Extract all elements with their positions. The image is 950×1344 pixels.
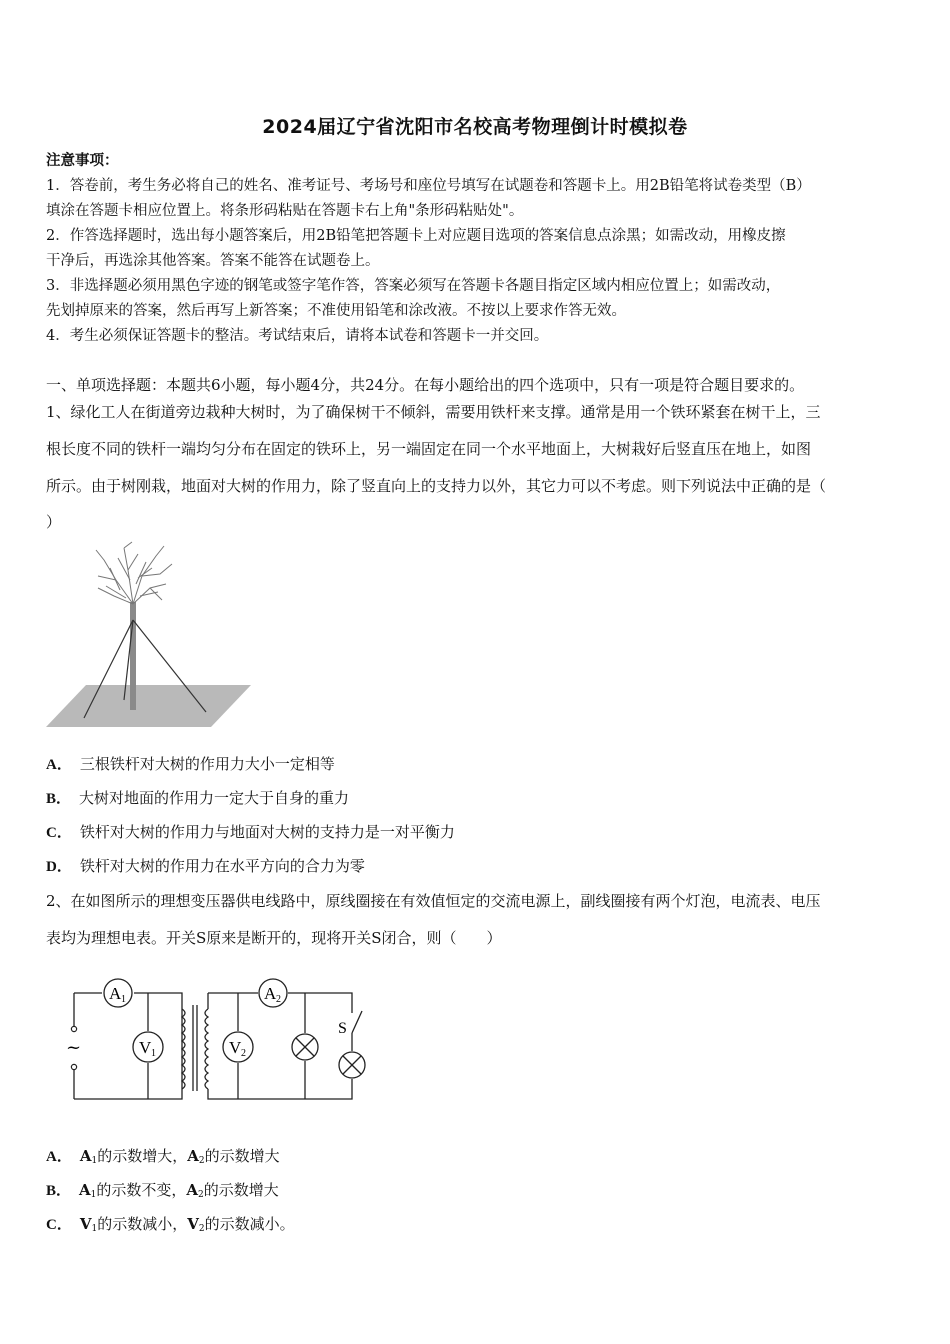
q2-option-b[interactable] (46, 1181, 279, 1204)
meter-sub: 2 (198, 1190, 204, 1200)
switch-blade (352, 1011, 362, 1033)
q2-option-a[interactable] (46, 1147, 280, 1170)
tree-branches (96, 542, 172, 604)
section-heading: 一、单项选择题：本题共6小题，每小题4分，共24分。在每小题给出的四个选项中，只有一项是符合题目要求的。 (46, 376, 805, 394)
option-label: A． (46, 1149, 72, 1165)
q2-option-c[interactable] (46, 1215, 295, 1238)
option-label: A． (46, 757, 72, 773)
q1-option-d[interactable] (46, 857, 365, 876)
notice-line: 填涂在答题卡相应位置上。将条形码粘贴在答题卡右上角"条形码粘贴处"。 (46, 203, 524, 219)
svg-text:A: A (109, 984, 122, 1003)
option-text: 三根铁杆对大树的作用力大小一定相等 (79, 755, 335, 773)
question-2-line: 表均为理想电表。开关S原来是断开的，现将开关S闭合，则（ ） (46, 929, 502, 947)
meter-sub: 2 (198, 1224, 205, 1234)
question-1-line: 1、绿化工人在街道旁边栽种大树时，为了确保树干不倾斜，需要用铁杆来支撑。通常是用一个铁环紧套在树干上，三 (46, 403, 821, 421)
notice-heading: 注意事项： (46, 152, 119, 169)
meter-sub: 1 (90, 1190, 97, 1200)
option-label: C． (46, 1217, 72, 1233)
svg-text:V: V (229, 1038, 242, 1057)
q1-option-a[interactable] (46, 755, 335, 774)
option-text: 的示数增大 (204, 1147, 280, 1165)
meter-name: V (79, 1215, 92, 1233)
option-text: 的示数不变， (96, 1181, 187, 1199)
question-1-line: 所示。由于树刚栽，地面对大树的作用力，除了竖直向上的支持力以外，其它力可以不考虑。则下列说法中正确的是（ (46, 477, 827, 495)
page-title: 2024届辽宁省沈阳市名校高考物理倒计时模拟卷 (262, 116, 688, 138)
meter-name: A (186, 1181, 199, 1199)
notice-line: 干净后，再选涂其他答案。答案不能答在试题卷上。 (46, 253, 380, 269)
option-label: B． (46, 791, 72, 807)
notice-line: 3．非选择题必须用黑色字迹的钢笔或签字笔作答，答案必须写在答题卡各题目指定区域内相应位置上；如需改动， (46, 278, 781, 294)
terminal-bottom (71, 1064, 76, 1069)
option-text: 铁杆对大树的作用力在水平方向的合力为零 (79, 857, 365, 875)
tree-trunk (130, 602, 136, 710)
question-2-line: 2、在如图所示的理想变压器供电线路中，原线圈接在有效值恒定的交流电源上，副线圈接有两个灯泡，电流表、电压 (46, 892, 821, 910)
voltmeter-v1 (133, 1032, 163, 1062)
tree-support-figure (46, 540, 256, 730)
option-label: B． (46, 1183, 72, 1199)
meter-sub: 1 (91, 1224, 98, 1234)
option-text: 的示数减小。 (204, 1215, 295, 1233)
svg-text:1: 1 (121, 994, 126, 1005)
notice-line: 1．答卷前，考生务必将自己的姓名、准考证号、考场号和座位号填写在试题卷和答题卡上。用2B铅笔将试卷类型（B） (46, 178, 811, 194)
option-text: 的示数减小， (97, 1215, 188, 1233)
option-label: C． (46, 825, 72, 841)
meter-sub: 2 (198, 1156, 205, 1166)
meter-sub: 1 (91, 1156, 98, 1166)
notice-line: 2．作答选择题时，选出每小题答案后，用2B铅笔把答题卡上对应题目选项的答案信息点涂黑；如需改动，用橡皮擦 (46, 228, 786, 244)
option-text: 大树对地面的作用力一定大于自身的重力 (79, 789, 350, 807)
terminal-top (71, 1026, 76, 1031)
lamp-1 (292, 1034, 318, 1060)
svg-text:2: 2 (241, 1048, 246, 1059)
svg-text:V: V (139, 1038, 152, 1057)
switch-label: S (338, 1020, 347, 1037)
option-text: 的示数增大， (97, 1147, 188, 1165)
notice-line: 先划掉原来的答案，然后再写上新答案；不准使用铅笔和涂改液。不按以上要求作答无效。 (46, 303, 626, 319)
question-1-line: 根长度不同的铁杆一端均匀分布在固定的铁环上，另一端固定在同一个水平地面上，大树栽好后竖直压在地上，如图 (46, 440, 812, 458)
ammeter-a2 (259, 979, 287, 1007)
svg-text:1: 1 (151, 1048, 156, 1059)
q1-option-c[interactable] (46, 823, 455, 842)
meter-name: A (187, 1147, 199, 1165)
transformer-circuit-figure (62, 975, 382, 1105)
primary-wire (74, 993, 182, 1099)
ac-source-symbol: ~ (66, 1037, 82, 1058)
secondary-coil (205, 1009, 208, 1089)
ground-plane (46, 685, 251, 727)
option-text: 的示数增大 (203, 1181, 279, 1199)
svg-text:A: A (264, 984, 277, 1003)
question-1-line: ） (46, 513, 62, 531)
meter-name: A (79, 1147, 92, 1165)
meter-name: A (79, 1181, 91, 1199)
voltmeter-v2 (223, 1032, 253, 1062)
q1-option-b[interactable] (46, 789, 349, 808)
ammeter-a1 (104, 979, 132, 1007)
option-text: 铁杆对大树的作用力与地面对大树的支持力是一对平衡力 (79, 823, 455, 841)
notice-line: 4．考生必须保证答题卡的整洁。考试结束后，请将本试卷和答题卡一并交回。 (46, 328, 549, 344)
svg-text:2: 2 (276, 994, 281, 1005)
option-label: D． (46, 859, 72, 875)
lamp-2 (339, 1052, 365, 1078)
meter-name: V (187, 1215, 199, 1233)
